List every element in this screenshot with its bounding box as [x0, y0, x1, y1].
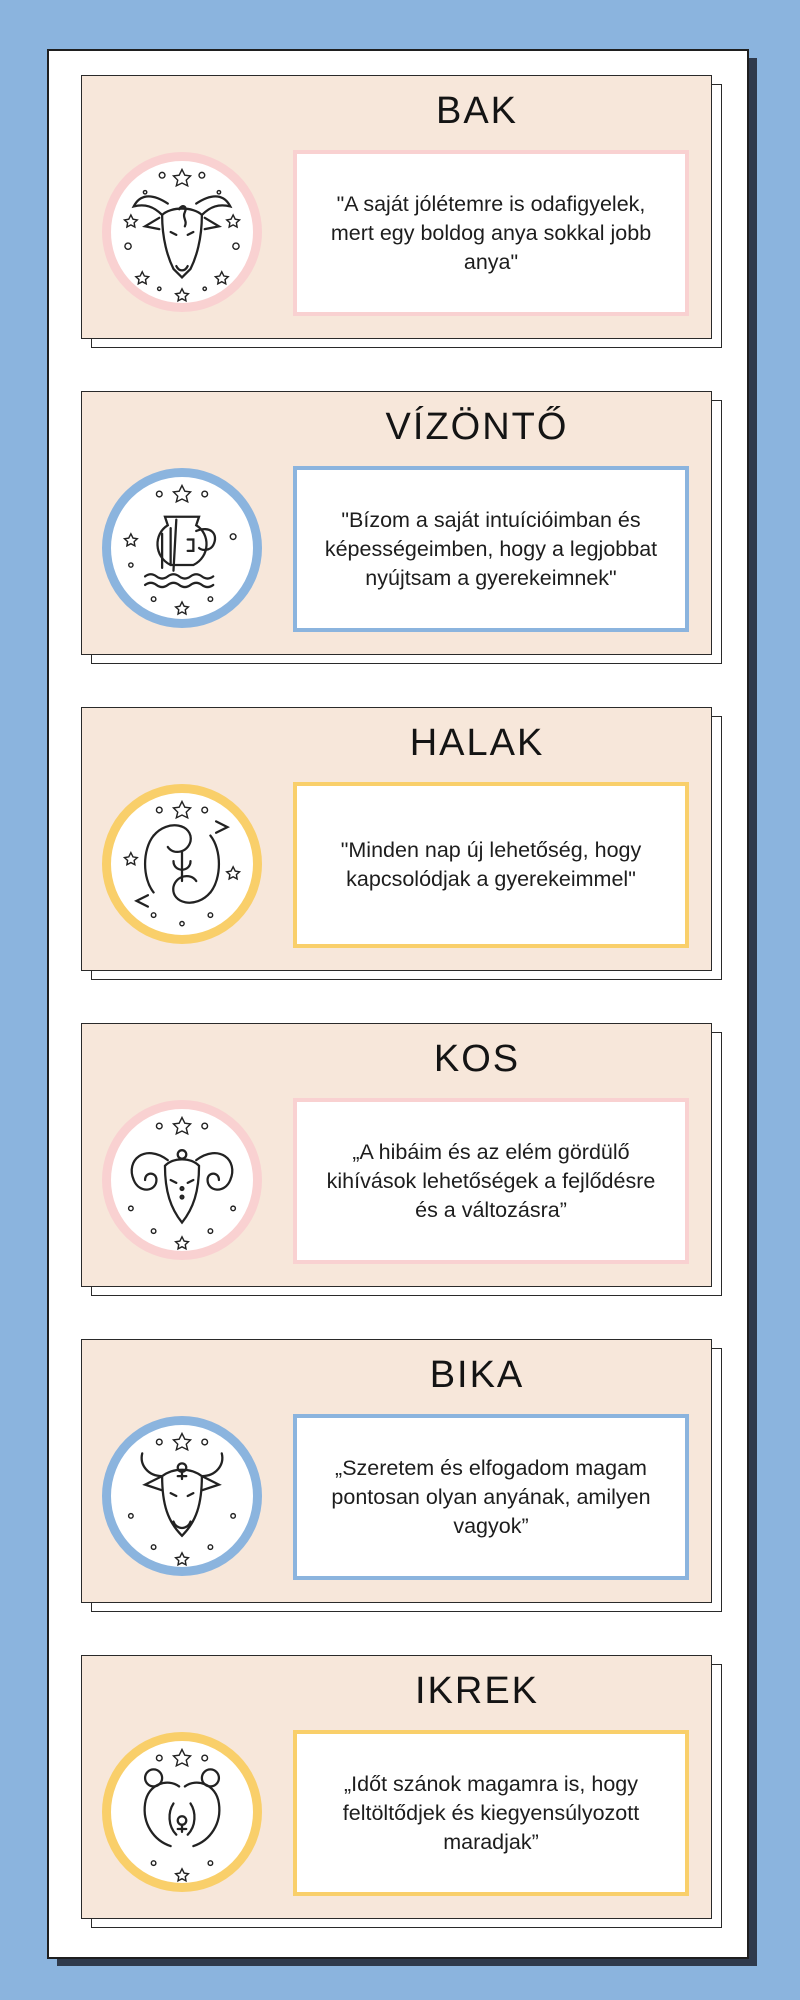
aquarius-icon — [102, 468, 262, 628]
card-body — [81, 1023, 712, 1287]
card-body — [81, 391, 712, 655]
zodiac-card-capricorn — [81, 75, 721, 339]
affirmation-quote: „Időt szánok magamra is, hogy feltöltődjek és kiegyensúlyozott maradjak” — [293, 1730, 689, 1896]
taurus-icon — [102, 1416, 262, 1576]
affirmation-quote: „Szeretem és elfogadom magam pontosan olyan anyának, amilyen vagyok” — [293, 1414, 689, 1580]
affirmation-quote: „A hibáim és az elém gördülő kihívások lehetőségek a fejlődésre és a változásra” — [293, 1098, 689, 1264]
card-title: BIKA — [429, 1354, 525, 1396]
card-title: VÍZÖNTŐ — [385, 406, 569, 448]
card-title: BAK — [435, 90, 519, 132]
card-title: HALAK — [409, 722, 545, 764]
card-body — [81, 1655, 712, 1919]
capricorn-icon — [102, 152, 262, 312]
card-title: IKREK — [414, 1670, 540, 1712]
zodiac-card-taurus — [81, 1339, 721, 1603]
zodiac-card-pisces — [81, 707, 721, 971]
affirmation-quote: "Bízom a saját intuícióimban és képességeimben, hogy a legjobbat nyújtsam a gyerekeimnek" — [293, 466, 689, 632]
affirmation-quote: "A saját jólétemre is odafigyelek, mert egy boldog anya sokkal jobb anya" — [293, 150, 689, 316]
card-body — [81, 1339, 712, 1603]
zodiac-card-gemini — [81, 1655, 721, 1919]
pisces-icon — [102, 784, 262, 944]
affirmation-quote: "Minden nap új lehetőség, hogy kapcsolódjak a gyerekeimmel" — [293, 782, 689, 948]
aries-icon — [102, 1100, 262, 1260]
zodiac-card-aquarius — [81, 391, 721, 655]
gemini-icon — [102, 1732, 262, 1892]
card-body — [81, 75, 712, 339]
card-body — [81, 707, 712, 971]
zodiac-card-aries — [81, 1023, 721, 1287]
card-title: KOS — [433, 1038, 521, 1080]
